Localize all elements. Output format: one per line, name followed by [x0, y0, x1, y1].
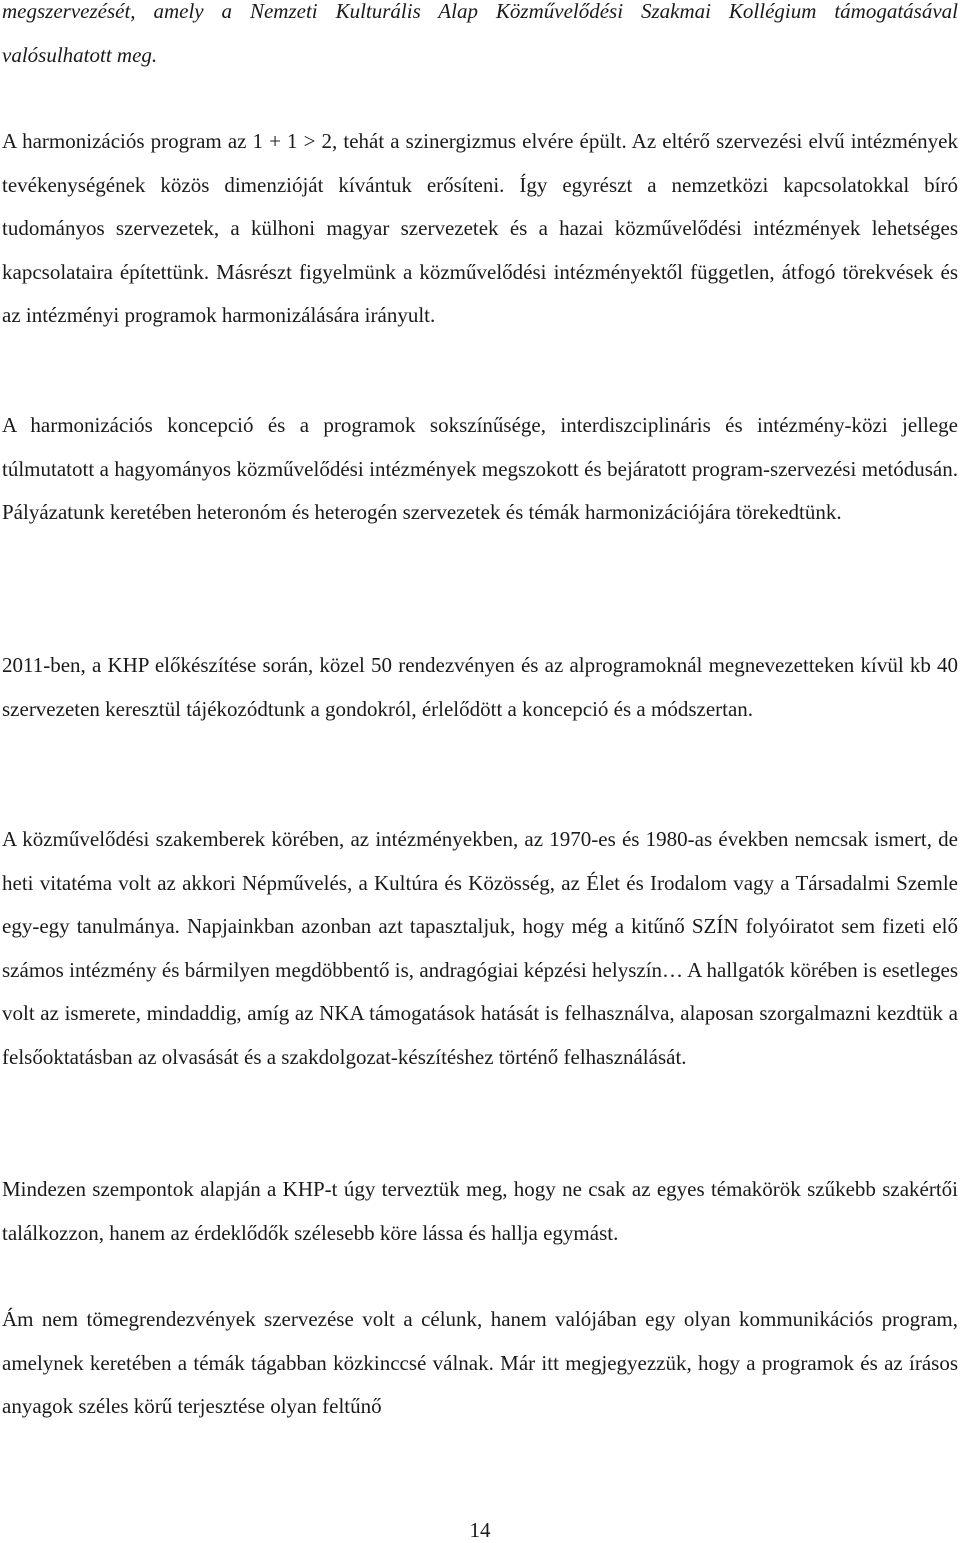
paragraph-professional-journals: A közművelődési szakemberek körében, az intézményekben, az 1970-es és 1980-as években nemcsak ismert, de heti vitatéma volt az akkori Népművelés, a Kultúra és Közösség, az Élet és Irodalom vagy a Társadalmi Szemle egy-egy tanulmánya. Napjainkban azonban azt tapasztaljuk, hogy még a kitűnő SZÍN folyóiratot sem fizeti elő számos intézmény és bármilyen megdöbbentő is, andragógiai képzési helyszín… A hallgatók körében is esetleges volt az ismerete, mindaddig, amíg az NKA támogatások hatását is felhasználva, alaposan szorgalmazni kezdtük a felsőoktatásban az olvasását és a szakdolgozat-készítéshez történő felhasználását.	[2, 827, 958, 1069]
paragraph-khp-preparation: 2011-ben, a KHP előkészítése során, közel 50 rendezvényen és az alprogramoknál megnevezetteken kívül kb 40 szervezeten keresztül tájékozódtunk a gondokról, érlelődött a koncepció és a módszertan.	[2, 653, 958, 721]
page-number: 14	[469, 1518, 491, 1542]
paragraph-khp-design: Mindezen szempontok alapján a KHP-t úgy terveztük meg, hogy ne csak az egyes témakörök szűkebb szakértői találkozzon, hanem az érdeklődők szélesebb köre lássa és hallja egymást.	[2, 1177, 958, 1245]
paragraph-harmonization-concept: A harmonizációs koncepció és a programok sokszínűsége, interdiszciplináris és intézmény-közi jellege túlmutatott a hagyományos közművelődési intézmények megszokott és bejáratott program-szervezési metódusán. Pályázatunk keretében heteronóm és heterogén szervezetek és témák harmonizációjára törekedtünk.	[2, 413, 958, 525]
paragraph-harmonization-program: A harmonizációs program az 1 + 1 > 2, tehát a szinergizmus elvére épült. Az eltérő szervezési elvű intézmények tevékenységének közös dimenzióját kívántuk erősíteni. Így egyrészt a nemzetközi kapcsolatokkal bíró tudományos szervezetek, a külhoni magyar szervezetek és a hazai közművelődési intézmények lehetséges kapcsolataira építettünk. Másrészt figyelmünk a közművelődési intézményektől független, átfogó törekvések és az intézményi programok harmonizálására irányult.	[2, 129, 958, 328]
paragraph-communication-program: Ám nem tömegrendezvények szervezése volt a célunk, hanem valójában egy olyan kommunikációs program, amelynek keretében a témák tágabban közkinccsé válnak. Már itt megjegyezzük, hogy a programok és az írásos anyagok széles körű terjesztése olyan feltűnő	[2, 1307, 958, 1419]
paragraph-funding-note: megszervezését, amely a Nemzeti Kulturális Alap Közművelődési Szakmai Kollégium támogatásával valósulhatott meg.	[2, 0, 958, 67]
